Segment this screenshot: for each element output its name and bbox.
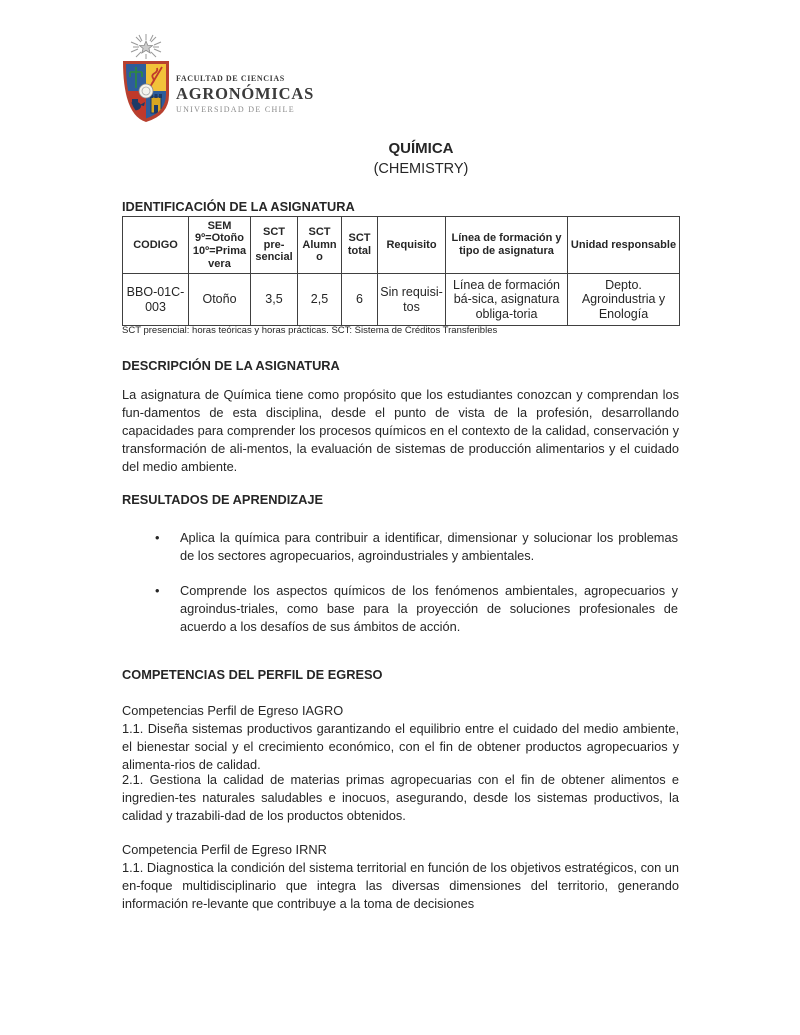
outcomes-heading: RESULTADOS DE APRENDIZAJE xyxy=(122,492,323,507)
description-heading: DESCRIPCIÓN DE LA ASIGNATURA xyxy=(122,358,340,373)
cell-unidad: Depto. Agroindustria y Enología xyxy=(568,274,680,326)
outcome-text-2: Comprende los aspectos químicos de los fenómenos ambientales, agropecuarios y agroindus-triales, como base para la proyección de soluciones profesionales de acuerdo a los desafíos de sus ámbitos de acción. xyxy=(180,583,678,634)
bullet-icon: • xyxy=(155,530,160,545)
iagro-competency-1: 1.1. Diseña sistemas productivos garantizando el equilibrio entre el cuidado del medio ambiente, el bienestar social y el crecimiento económico, con el fin de obtener productos agropecuarios y alimenta-rios de calidad. xyxy=(122,721,679,772)
table-footnote: SCT presencial: horas teóricas y horas prácticas. SCT: Sistema de Créditos Transferibles xyxy=(122,325,498,336)
cell-sem: Otoño xyxy=(189,274,251,326)
competencies-heading: COMPETENCIAS DEL PERFIL DE EGRESO xyxy=(122,667,383,682)
header-cell-linea-formacion: Línea de formación y tipo de asignatura xyxy=(446,217,568,274)
cell-sct-alumno: 2,5 xyxy=(298,274,342,326)
cell-sct-total: 6 xyxy=(342,274,378,326)
cell-linea-formacion: Línea de formación bá-sica, asignatura obliga-toria xyxy=(446,274,568,326)
header-cell-codigo: CODIGO xyxy=(123,217,189,274)
university-logo xyxy=(118,33,328,125)
header-cell-unidad: Unidad responsable xyxy=(568,217,680,274)
university-shield-icon xyxy=(118,33,174,123)
title-block xyxy=(0,140,800,177)
course-title-english: (CHEMISTRY) xyxy=(373,161,469,177)
cell-codigo: BBO-01C-003 xyxy=(123,274,189,326)
logo-university-name: UNIVERSIDAD DE CHILE xyxy=(176,105,295,114)
outcome-bullet-2 xyxy=(155,582,678,636)
header-cell-sct-alumno: SCT Alumno xyxy=(298,217,342,274)
header-cell-sct-total: SCT total xyxy=(342,217,378,274)
irnr-subtitle: Competencia Perfil de Egreso IRNR xyxy=(122,842,327,857)
table-header-row xyxy=(123,217,680,274)
course-title: QUÍMICA xyxy=(388,140,454,157)
cell-sct-presencial: 3,5 xyxy=(251,274,298,326)
header-cell-sct-presencial: SCT pre-sencial xyxy=(251,217,298,274)
bullet-icon: • xyxy=(155,583,160,598)
logo-school-name: AGRONÓMICAS xyxy=(176,84,315,103)
iagro-subtitle: Competencias Perfil de Egreso IAGRO xyxy=(122,703,344,718)
cell-requisito: Sin requisi-tos xyxy=(378,274,446,326)
iagro-competency-2: 2.1. Gestiona la calidad de materias primas agropecuarias con el fin de obtener alimentos e ingredien-tes naturales saludables e inocuos, asegurando, desde los sistemas productivos, la calidad y trazabili-dad de los productos obtenidos. xyxy=(122,772,679,823)
irnr-competency-1: 1.1. Diagnostica la condición del sistema territorial en función de los objetivos estratégicos, con un en-foque multidisciplinario que integra las diversas dimensiones del territorio, generando información re-levante que contribuye a la toma de decisiones xyxy=(122,860,679,911)
identification-heading: IDENTIFICACIÓN DE LA ASIGNATURA xyxy=(122,199,355,214)
description-paragraph: La asignatura de Química tiene como propósito que los estudiantes conozcan y comprendan los fun-damentos de esta disciplina, desde el punto de vista de la profesión, desarrollando capacidades para comprender los procesos químicos en el contexto de la calidad, conservación y transformación de ali-mentos, la evaluación de sistemas de producción alimentarios y el cuidado del medio ambiente. xyxy=(122,387,679,474)
identification-table xyxy=(122,216,680,326)
outcome-text-1: Aplica la química para contribuir a identificar, dimensionar y solucionar los problemas de los sectores agropecuarios, agroindustriales y ambientales. xyxy=(180,530,678,563)
logo-faculty-line: FACULTAD DE CIENCIAS xyxy=(176,74,285,83)
logo-text xyxy=(176,74,314,114)
header-cell-requisito: Requisito xyxy=(378,217,446,274)
outcome-bullet-1 xyxy=(155,529,678,565)
header-cell-sem: SEM 9º=Otoño 10º=Primavera xyxy=(189,217,251,274)
table-data-row xyxy=(123,274,680,326)
